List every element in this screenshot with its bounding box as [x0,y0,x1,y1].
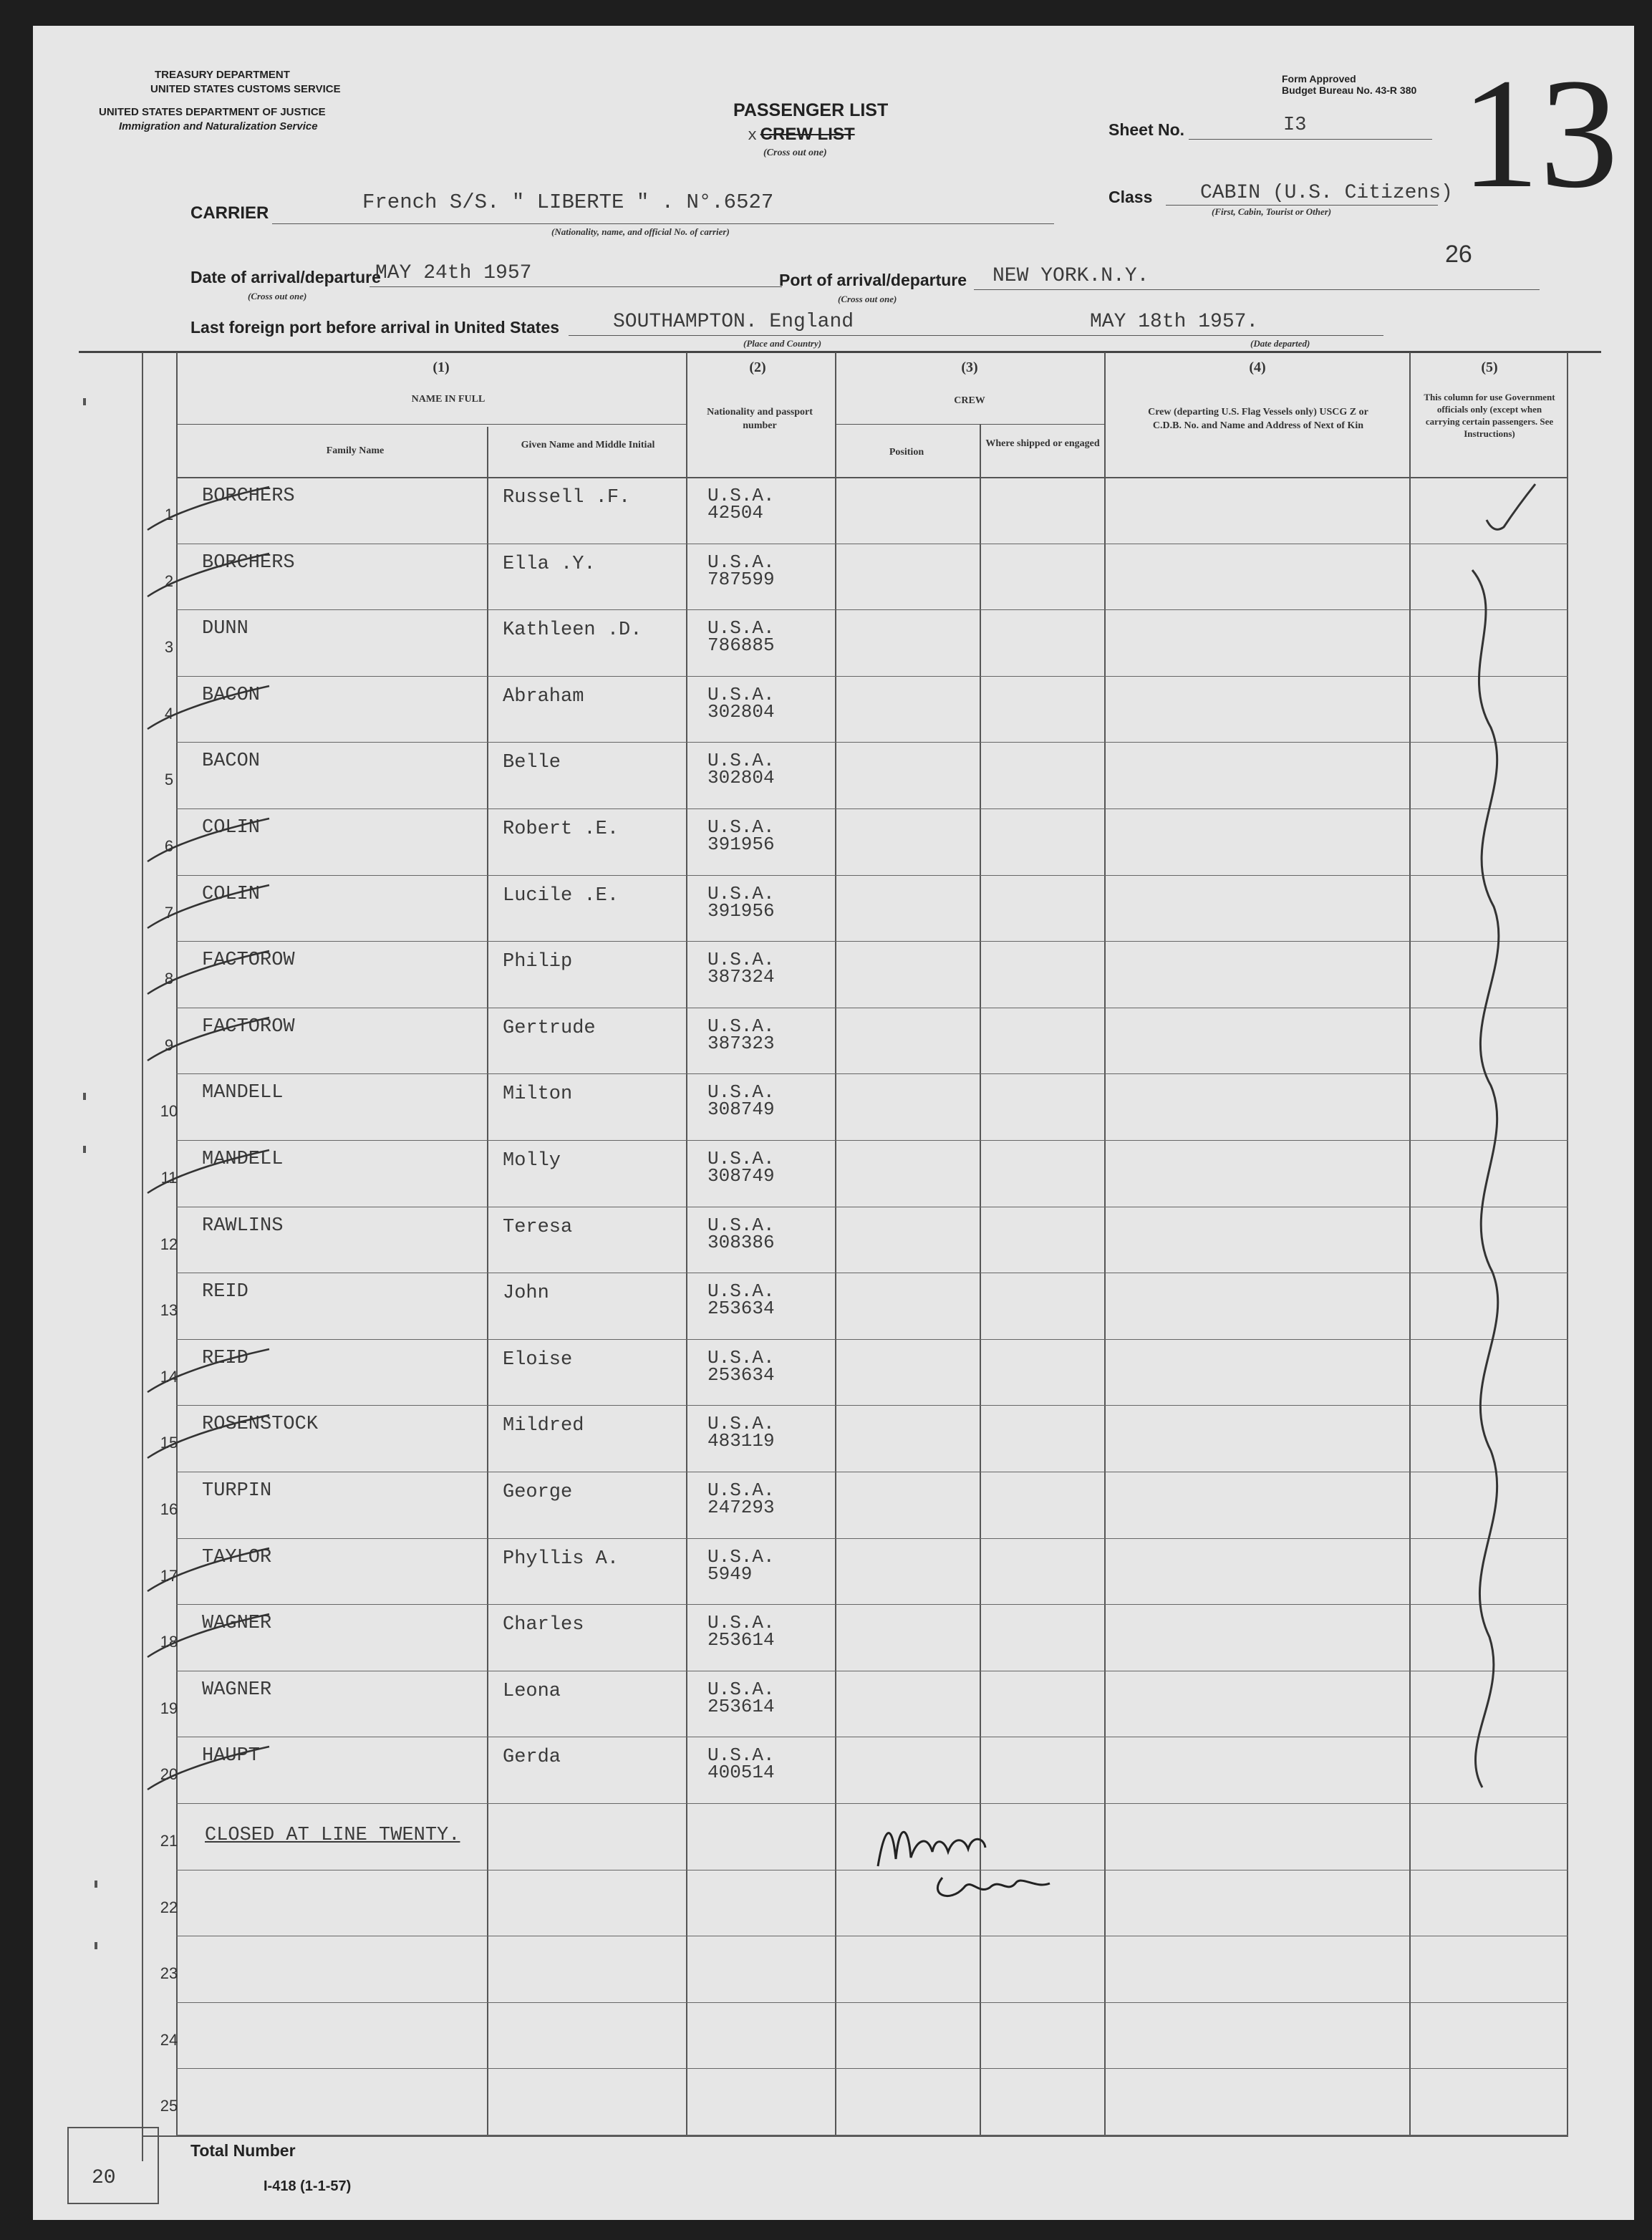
given-name: Ella .Y. [503,553,596,575]
family-name: DUNN [202,618,248,640]
family-name: MANDELL [202,1149,284,1170]
nationality: U.S.A. [707,1280,775,1303]
date-caption: (Cross out one) [248,291,307,301]
given-name: Philip [503,951,573,973]
col-family-name: Family Name [326,445,385,456]
port-caption: (Cross out one) [838,294,897,304]
row-number: 4 [164,704,174,723]
nationality: U.S.A. [707,1346,775,1368]
family-name: WAGNER [202,1679,272,1701]
row-number: 7 [164,903,174,922]
passport-number: 308749 [707,1165,775,1187]
row-number: 24 [160,2030,178,2049]
given-name: Gerda [503,1747,561,1769]
nationality: U.S.A. [707,1015,775,1037]
given-name: Abraham [503,685,584,708]
given-name: Milton [503,1083,573,1106]
form-approved: Form Approved [1282,73,1356,85]
date-label: Date of arrival/departure [190,268,381,286]
family-name: HAUPT [202,1745,261,1767]
given-name: Charles [503,1614,584,1636]
passport-number: 483119 [707,1430,775,1452]
col-5-title: This column for use Government officials only (except when carrying certain passengers. See Instructions) [1424,392,1555,439]
passport-number: 308386 [707,1231,775,1253]
col-5-number: (5) [1481,359,1498,375]
row-number: 19 [160,1699,178,1717]
row-number: 21 [160,1832,178,1850]
nationality: U.S.A. [707,949,775,971]
col-1-title: NAME IN FULL [411,394,486,405]
passport-number: 42504 [707,502,764,523]
given-name: Robert .E. [503,819,619,840]
agency-line-2: UNITED STATES CUSTOMS SERVICE [150,83,341,95]
side-number: 26 [1445,241,1472,268]
carrier-label: CARRIER [190,203,269,223]
given-name: Russell .F. [503,487,631,508]
carrier-value: French S/S. " LIBERTE " . N°.6527 [362,190,774,214]
given-name: Mildred [503,1415,584,1437]
page-title: PASSENGER LIST [733,100,889,120]
inspector-signature [864,1809,1078,1909]
family-name: BACON [202,684,261,706]
family-name: FACTOROW [202,950,295,972]
given-name: Belle [503,752,561,774]
row-number: 3 [164,638,174,657]
passport-number: 302804 [707,767,775,789]
row-number: 5 [164,771,174,789]
family-name: FACTOROW [202,1015,295,1038]
row-number: 10 [160,1102,178,1121]
row-number: 16 [160,1500,178,1518]
nationality: U.S.A. [707,1081,775,1104]
total-box [67,2127,159,2204]
passport-number: 302804 [707,700,775,723]
given-name: Leona [503,1680,561,1702]
passport-number: 308749 [707,1099,775,1121]
passport-number: 387324 [707,966,775,988]
family-name: BORCHERS [202,486,295,507]
handwritten-marks [33,26,1634,2220]
family-name: REID [202,1347,248,1369]
nationality: U.S.A. [707,816,775,838]
nationality: U.S.A. [707,1678,775,1700]
total-label: Total Number [190,2141,296,2160]
nationality: U.S.A. [707,1148,775,1169]
given-name: Molly [503,1150,561,1172]
family-name: WAGNER [202,1613,272,1635]
passport-number: 5949 [707,1563,753,1585]
row-number: 17 [160,1566,178,1585]
passport-number: 787599 [707,568,775,590]
nationality: U.S.A. [707,617,775,639]
family-name: BACON [202,750,261,773]
passport-number: 253614 [707,1695,775,1717]
row-number: 20 [160,1765,178,1784]
passport-number: 400514 [707,1762,775,1784]
family-name: COLIN [202,817,261,839]
col-3-title: CREW [954,395,985,406]
sheet-label: Sheet No. [1108,120,1185,139]
nationality: U.S.A. [707,683,775,705]
passport-number: 247293 [707,1497,775,1518]
row-number: 6 [164,837,174,855]
nationality: U.S.A. [707,750,775,772]
passport-number: 391956 [707,899,775,922]
carrier-caption: (Nationality, name, and official No. of carrier) [551,226,730,237]
row-number: 15 [160,1434,178,1452]
row-number: 2 [164,571,174,590]
class-label: Class [1108,188,1153,206]
given-name: Gertrude [503,1017,596,1039]
passport-number: 387323 [707,1032,775,1054]
given-name: Teresa [503,1216,573,1238]
nationality: U.S.A. [707,1479,775,1501]
row-number: 1 [164,506,174,523]
nationality: U.S.A. [707,551,775,573]
departed-caption: (Date departed) [1250,338,1310,349]
col-4-number: (4) [1249,359,1266,375]
given-name: John [503,1283,549,1305]
col-2-number: (2) [749,359,766,375]
agency-line-4: Immigration and Naturalization Service [119,120,318,132]
row-number: 11 [160,1169,178,1187]
agency-line-1: TREASURY DEPARTMENT [155,69,290,81]
row-number: 12 [160,1235,178,1253]
given-name: George [503,1482,573,1503]
family-name: CLOSED AT LINE TWENTY. [205,1825,460,1846]
row-number: 13 [160,1301,178,1320]
col-1-number: (1) [433,359,450,375]
passport-number: 253614 [707,1629,775,1651]
total-count: 20 [92,2167,116,2189]
given-name: Lucile .E. [503,884,619,907]
passport-number: 786885 [707,634,775,657]
col-3-number: (3) [961,359,978,375]
row-number: 23 [160,1964,178,1983]
col-given-name: Given Name and Middle Initial [521,440,655,450]
agency-line-3: UNITED STATES DEPARTMENT OF JUSTICE [99,106,326,118]
family-name: BORCHERS [202,551,295,574]
given-name: Kathleen .D. [503,619,642,642]
port-label: Port of arrival/departure [779,271,967,289]
family-name: TAYLOR [202,1546,272,1568]
class-caption: (First, Cabin, Tourist or Other) [1212,206,1332,217]
family-name: COLIN [202,883,261,905]
given-name: Eloise [503,1348,573,1371]
cross-out-note: (Cross out one) [763,148,827,158]
lastport-caption: (Place and Country) [743,338,822,349]
sheet-number: I3 [1283,115,1307,136]
nationality: U.S.A. [707,485,775,506]
family-name: MANDELL [202,1082,284,1104]
crew-list-label: CREW LIST [760,125,855,144]
date-value: MAY 24th 1957 [375,262,532,284]
row-number: 25 [160,2097,178,2115]
nationality: U.S.A. [707,1413,775,1435]
family-name: REID [202,1281,248,1303]
departed-value: MAY 18th 1957. [1090,311,1259,333]
budget-number: Budget Bureau No. 43-R 380 [1282,85,1417,96]
lastport-label: Last foreign port before arrival in United States [190,318,560,337]
col-2-title: Nationality and passport number [707,407,813,431]
port-value: NEW YORK.N.Y. [992,265,1149,287]
document-page [33,26,1634,2220]
row-number: 8 [164,970,174,988]
passport-number: 253634 [707,1363,775,1386]
row-number: 14 [160,1367,178,1386]
class-value: CABIN (U.S. Citizens) [1200,182,1453,204]
row-number: 22 [160,1898,178,1916]
row-number: 9 [164,1035,174,1054]
passport-number: 391956 [707,834,775,855]
sheet-big-number: 13 [1461,46,1618,221]
nationality: U.S.A. [707,882,775,904]
nationality: U.S.A. [707,1545,775,1568]
form-number: I-418 (1-1-57) [264,2178,352,2194]
lastport-value: SOUTHAMPTON. England [613,311,854,333]
col-position: Position [889,447,924,458]
family-name: ROSENSTOCK [202,1414,319,1436]
family-name: RAWLINS [202,1215,284,1237]
row-number: 18 [160,1633,178,1651]
given-name: Phyllis A. [503,1548,619,1570]
crossed-prefix: x [748,127,758,145]
nationality: U.S.A. [707,1612,775,1634]
col-4-title: Crew (departing U.S. Flag Vessels only) USCG Z or C.D.B. No. and Name and Address of Next of Kin [1148,407,1368,431]
nationality: U.S.A. [707,1744,775,1767]
passport-number: 253634 [707,1298,775,1320]
nationality: U.S.A. [707,1214,775,1236]
family-name: TURPIN [202,1480,272,1502]
col-where-shipped: Where shipped or engaged [985,438,1100,449]
